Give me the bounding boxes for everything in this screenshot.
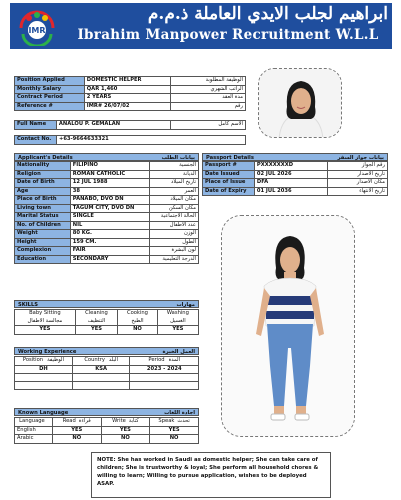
logo-text: IMR [28, 26, 46, 35]
language-table [14, 417, 199, 444]
language-read: YES [52, 426, 101, 435]
experience-period [130, 382, 199, 390]
position-label-ar: الراتب الشهري [171, 85, 246, 94]
applicant-row [15, 255, 199, 264]
skill-value: NO [118, 326, 158, 335]
passport-row [203, 187, 388, 196]
english-title: Ibrahim Manpower Recruitment W.L.L [77, 27, 379, 43]
applicant-label: Religion [15, 170, 71, 179]
applicant-label-ar: الطول [150, 238, 199, 247]
applicant-label-ar: تاريخ الميلاد [150, 179, 199, 188]
position-label: Monthly Salary [15, 85, 85, 94]
applicant-label-ar: الجنسية [150, 162, 199, 171]
position-label-ar: رقم [171, 102, 246, 111]
applicant-label: Education [15, 255, 71, 264]
applicant-label: Complexion [15, 247, 71, 256]
skill-name-ar: مجالسة الاطفال [15, 318, 76, 326]
applicant-label: Nationality [15, 162, 71, 171]
applicant-label-ar: الحالة الاجتماعية [150, 213, 199, 222]
applicant-label: No. of Children [15, 221, 71, 230]
applicant-row [15, 221, 199, 230]
applicant-value: 80 KG. [70, 230, 150, 239]
experience-header-en: Country [84, 357, 105, 363]
language-speak: YES [150, 426, 199, 435]
passport-label: Date of Expiry [203, 187, 255, 196]
skill-value: YES [15, 326, 76, 335]
applicant-value: 38 [70, 187, 150, 196]
passport-label-ar: تاريخ الاصدار [328, 170, 388, 179]
language-header-en: Speak [158, 418, 175, 424]
applicant-label-ar: لون البشرة [150, 247, 199, 256]
language-column-header [15, 418, 53, 427]
applicant-label: Weight [15, 230, 71, 239]
applicant-row [15, 187, 199, 196]
language-row [15, 426, 199, 435]
applicant-value: 159 CM. [70, 238, 150, 247]
experience-table [14, 356, 199, 390]
passport-row [203, 170, 388, 179]
skill-name-ar: التنظيف [75, 318, 117, 326]
passport-label-ar: رقم الجواز [328, 162, 388, 171]
applicant-value: PANABO, DVO DN [70, 196, 150, 205]
applicant-value: FILIPINO [70, 162, 150, 171]
language-speak: NO [150, 435, 199, 444]
applicant-label-ar: الدرجة التعليمية [150, 255, 199, 264]
skill-name-ar: الطبخ [118, 318, 158, 326]
experience-header-ar: الوظيفة [47, 357, 64, 363]
note-text: She has worked in Saudi as domestic helper; She can take care of children; She is trustworthy & loyal; She perform all household chores & willing to learn; Willing to pursue application, wishes to be deployed ASAP. [97, 457, 319, 487]
language-name: English [15, 426, 53, 435]
passport-title: Passport Details [206, 155, 254, 161]
applicant-value: NIL [70, 221, 150, 230]
applicant-value: TAGUM CITY, DVO DN [70, 204, 150, 213]
position-value: IMR# 26/07/02 [84, 102, 171, 111]
arabic-title: ابراهيم لجلب الايدي العاملة ذ.م.م [147, 4, 388, 24]
position-label: Position Applied [15, 77, 85, 86]
experience-position [15, 374, 73, 382]
language-title-ar: اجادة اللغات [164, 410, 195, 416]
language-header-ar: قراءة [78, 418, 91, 424]
passport-label: Passport # [203, 162, 255, 171]
contact-table [14, 135, 246, 145]
passport-label: Date Issued [203, 170, 255, 179]
applicant-table [14, 161, 199, 264]
position-row [15, 85, 246, 94]
language-header-ar: تحدث [177, 418, 190, 424]
skills-header [14, 300, 199, 308]
applicant-title-ar: بيانات الطلب [161, 155, 195, 161]
note-box [91, 452, 331, 498]
experience-header-ar: البلد [108, 357, 118, 363]
skill-name: Washing [157, 310, 198, 318]
passport-value: 02 JUL 2026 [254, 170, 327, 179]
applicant-row [15, 179, 199, 188]
applicant-value: ROMAN CATHOLIC [70, 170, 150, 179]
position-value: QAR 1,460 [84, 85, 171, 94]
position-value: DOMESTIC HELPER [84, 77, 171, 86]
identity-table [14, 120, 246, 130]
skills-names-row [15, 310, 199, 318]
passport-details-header [202, 153, 388, 161]
experience-header-en: Position [22, 357, 44, 363]
applicant-label: Marital Status [15, 213, 71, 222]
skills-title: SKILLS [18, 302, 39, 308]
skills-table [14, 309, 199, 335]
skill-value: YES [75, 326, 117, 335]
passport-row [203, 179, 388, 188]
applicant-label: Height [15, 238, 71, 247]
language-column-header [150, 418, 199, 427]
skill-name: Baby Sitting [15, 310, 76, 318]
experience-header-row [15, 357, 199, 366]
passport-value: DFA [254, 179, 327, 188]
applicant-row [15, 230, 199, 239]
language-column-header [101, 418, 150, 427]
language-title: Known Language [18, 410, 69, 416]
position-row [15, 77, 246, 86]
language-name: Arabic [15, 435, 53, 444]
experience-header-en: Period [148, 357, 165, 363]
position-row [15, 94, 246, 103]
experience-country: KSA [72, 365, 130, 374]
experience-period: 2023 - 2024 [130, 365, 199, 374]
passport-label: Place of Issue [203, 179, 255, 188]
experience-row [15, 374, 199, 382]
experience-country [72, 382, 130, 390]
applicant-label-ar: العمر [150, 187, 199, 196]
passport-row [203, 162, 388, 171]
contact-value: +63-9664633321 [56, 136, 245, 145]
passport-title-ar: بيانات جواز السفر [337, 155, 384, 161]
position-label: Contract Period [15, 94, 85, 103]
applicant-row [15, 196, 199, 205]
passport-label-ar: مكان الاصدار [328, 179, 388, 188]
passport-table [202, 161, 388, 196]
experience-header-ar: المدة [168, 357, 181, 363]
experience-row [15, 382, 199, 390]
experience-position [15, 382, 73, 390]
full-body-photo [221, 215, 355, 437]
applicant-label-ar: مكان الميلاد [150, 196, 199, 205]
language-row [15, 435, 199, 444]
language-header [14, 408, 199, 416]
experience-column-header [130, 357, 199, 366]
experience-period [130, 374, 199, 382]
position-value: 2 YEARS [84, 94, 171, 103]
language-write: YES [101, 426, 150, 435]
applicant-label: Date of Birth [15, 179, 71, 188]
applicant-value: SECONDARY [70, 255, 150, 264]
applicant-label-ar: الوزن [150, 230, 199, 239]
skill-name: Cooking [118, 310, 158, 318]
applicant-title: Applicant's Details [18, 155, 73, 161]
experience-row [15, 365, 199, 374]
experience-column-header [72, 357, 130, 366]
passport-label-ar: تاريخ الانتهاء [328, 187, 388, 196]
applicant-label: Living town [15, 204, 71, 213]
language-header-en: Write [112, 418, 126, 424]
skills-values-row [15, 326, 199, 335]
experience-header [14, 347, 199, 355]
experience-column-header [15, 357, 73, 366]
applicant-value: 12 JUL 1988 [70, 179, 150, 188]
position-row [15, 102, 246, 111]
note-label: NOTE: [97, 457, 116, 463]
applicant-label-ar: الديانة [150, 170, 199, 179]
position-table [14, 76, 246, 111]
applicant-row [15, 162, 199, 171]
language-header-ar: كتابة [128, 418, 139, 424]
language-column-header [52, 418, 101, 427]
skill-name: Cleaning [75, 310, 117, 318]
language-header-en: Language [19, 418, 45, 424]
contact-label: Contact No. [15, 136, 57, 145]
passport-value: PXXXXXXXD [254, 162, 327, 171]
applicant-value: SINGLE [70, 213, 150, 222]
position-label-ar: الوظيفة المطلوبة [171, 77, 246, 86]
applicant-label-ar: عدد الاطفال [150, 221, 199, 230]
language-header-row [15, 418, 199, 427]
applicant-row [15, 238, 199, 247]
skills-ar-row [15, 318, 199, 326]
applicant-label: Age [15, 187, 71, 196]
language-read: NO [52, 435, 101, 444]
experience-title-ar: العمل الخبرة [162, 349, 195, 355]
language-write: NO [101, 435, 150, 444]
language-header-en: Read [62, 418, 76, 424]
experience-position: DH [15, 365, 73, 374]
experience-country [72, 374, 130, 382]
position-label: Reference # [15, 102, 85, 111]
applicant-row [15, 204, 199, 213]
full-name-ar: الأسم كامل [171, 121, 246, 130]
full-name-label: Full Name [15, 121, 57, 130]
applicant-row [15, 213, 199, 222]
applicant-row [15, 247, 199, 256]
applicant-value: FAIR [70, 247, 150, 256]
portrait-photo [258, 68, 342, 138]
applicant-row [15, 170, 199, 179]
full-name-value: ANALOU P. GEMALAN [56, 121, 171, 130]
position-label-ar: مدة العقد [171, 94, 246, 103]
skill-name-ar: الغسيل [157, 318, 198, 326]
company-logo [13, 6, 61, 46]
applicant-details-header [14, 153, 199, 161]
experience-title: Working Experience [18, 349, 77, 355]
skills-title-ar: مهارات [176, 302, 195, 308]
applicant-label-ar: مكان السكن [150, 204, 199, 213]
skill-value: YES [157, 326, 198, 335]
passport-value: 01 JUL 2036 [254, 187, 327, 196]
applicant-label: Place of Birth [15, 196, 71, 205]
